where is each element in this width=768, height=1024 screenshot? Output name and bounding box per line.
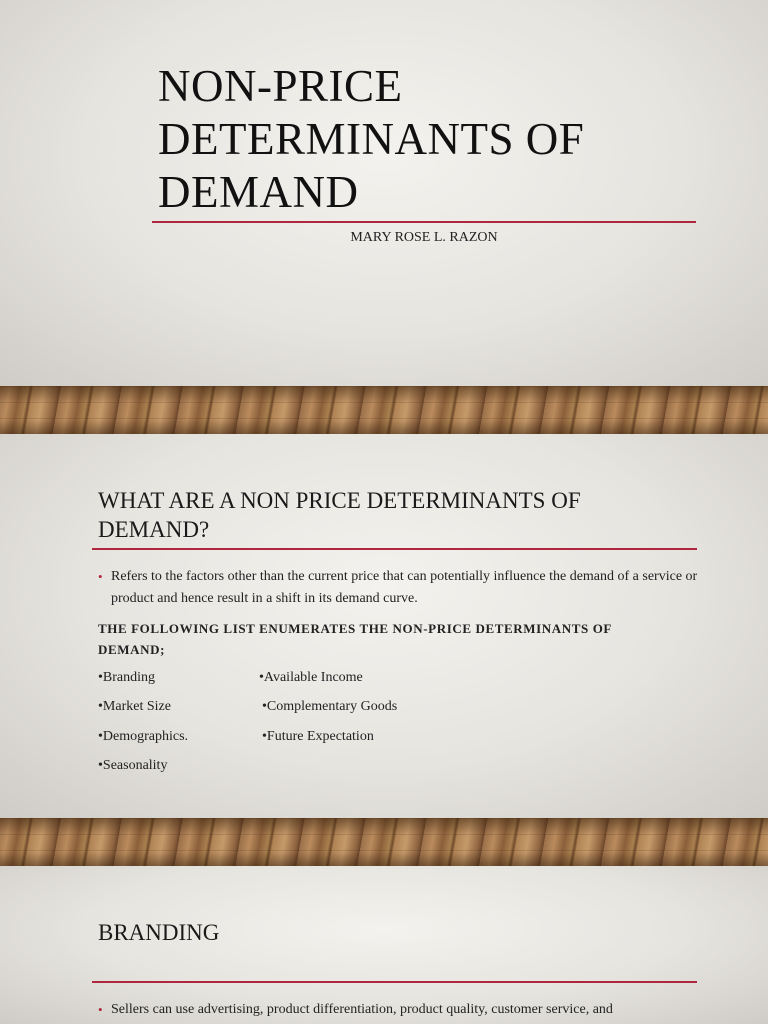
branding-bullet bbox=[98, 1002, 708, 1018]
list-item: •Seasonality bbox=[98, 758, 168, 773]
heading-divider bbox=[92, 548, 697, 550]
wood-floor-divider bbox=[0, 818, 768, 866]
definition-bullet bbox=[98, 566, 698, 610]
branding-slide bbox=[0, 866, 768, 1024]
title-slide bbox=[0, 0, 768, 386]
bullet-icon: • bbox=[98, 1002, 103, 1017]
definition-slide bbox=[0, 434, 768, 818]
wood-floor-divider bbox=[0, 386, 768, 434]
author-name: MARY ROSE L. RAZON bbox=[350, 230, 498, 245]
list-item: •Demographics. bbox=[98, 729, 189, 744]
bullet-icon: • bbox=[98, 569, 103, 584]
list-item: •Market Size bbox=[98, 699, 171, 714]
slide-heading: WHAT ARE A NON PRICE DETERMINANTS OF DEMAND? bbox=[98, 488, 581, 542]
heading-divider bbox=[92, 981, 697, 983]
branding-text: Sellers can use advertising, product differentiation, product quality, customer service, and bbox=[111, 1002, 613, 1017]
list-item: •Available Income bbox=[259, 670, 363, 685]
definition-text: Refers to the factors other than the current price that can potentially influence the demand of a service or product and hence result in a shift in its demand curve. bbox=[111, 569, 698, 606]
slide-title bbox=[158, 60, 678, 219]
list-item: •Future Expectation bbox=[262, 729, 374, 744]
title-line-3: DEMAND bbox=[158, 167, 359, 217]
list-item: •Complementary Goods bbox=[262, 699, 398, 714]
slide-heading: BRANDING bbox=[98, 920, 220, 945]
title-divider bbox=[152, 221, 696, 223]
list-item: •Branding bbox=[98, 670, 156, 685]
title-line-2: DETERMINANTS OF bbox=[158, 114, 585, 164]
title-line-1: NON-PRICE bbox=[158, 61, 403, 111]
list-heading: THE FOLLOWING LIST ENUMERATES THE NON-PRICE DETERMINANTS OF DEMAND; bbox=[98, 621, 612, 657]
